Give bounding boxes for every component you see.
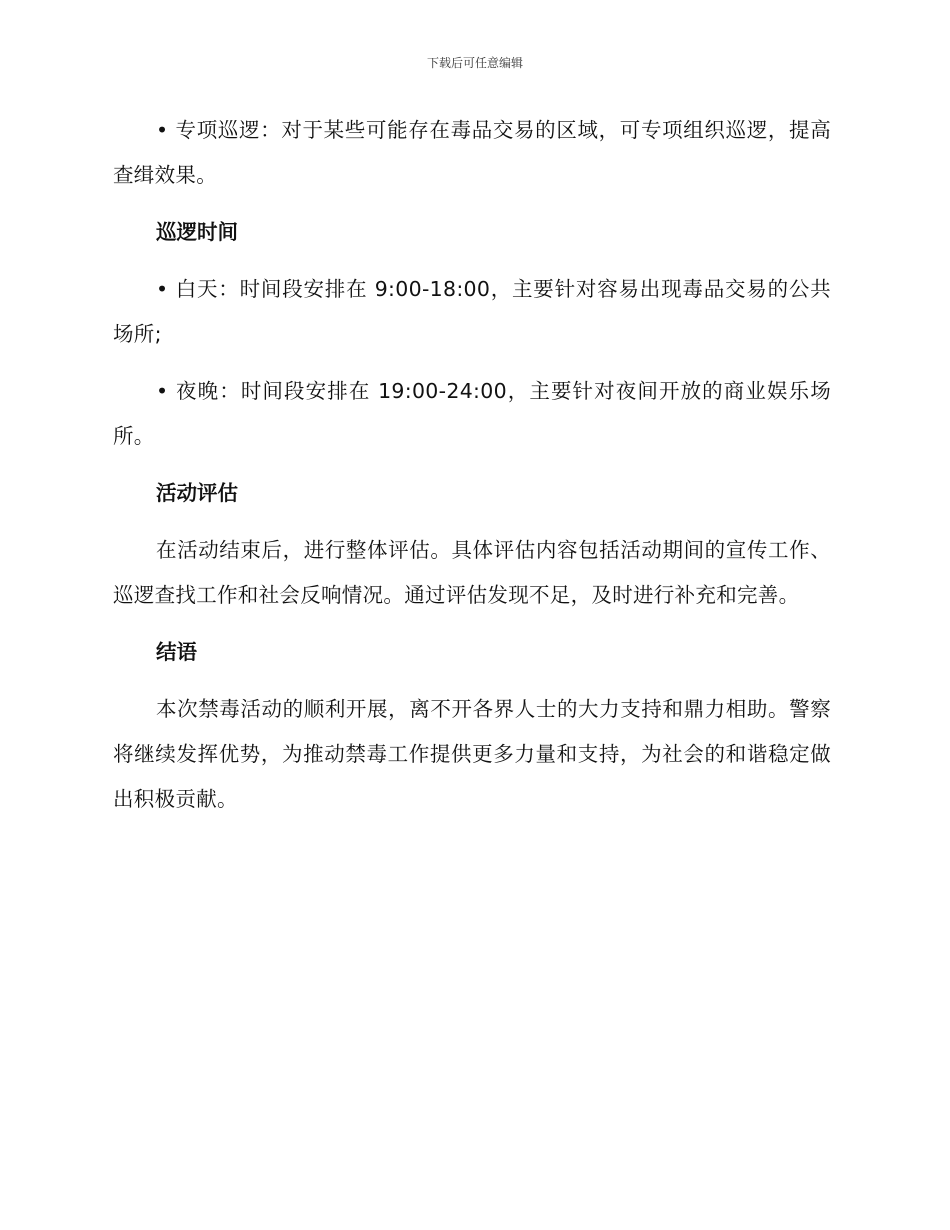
section-heading-patrol-time: 巡逻时间 xyxy=(156,220,238,244)
document-body xyxy=(113,108,831,834)
section-heading-conclusion: 结语 xyxy=(156,640,197,664)
bullet-daytime: • 白天：时间段安排在 9:00-18:00，主要针对容易出现毒品交易的公共场所; xyxy=(113,277,831,346)
page-header: 下载后可任意编辑 xyxy=(426,56,523,70)
section-heading-evaluation: 活动评估 xyxy=(156,481,238,505)
bullet-night: • 夜晚：时间段安排在 19:00-24:00，主要针对夜间开放的商业娱乐场所。 xyxy=(113,379,831,448)
paragraph-evaluation: 在活动结束后，进行整体评估。具体评估内容包括活动期间的宣传工作、巡逻查找工作和社会反响情况。通过评估发现不足，及时进行补充和完善。 xyxy=(113,538,831,607)
bullet-special-patrol: • 专项巡逻：对于某些可能存在毒品交易的区域，可专项组织巡逻，提高查缉效果。 xyxy=(113,118,831,187)
paragraph-conclusion: 本次禁毒活动的顺利开展，离不开各界人士的大力支持和鼎力相助。警察将继续发挥优势，为推动禁毒工作提供更多力量和支持，为社会的和谐稳定做出积极贡献。 xyxy=(113,697,831,811)
